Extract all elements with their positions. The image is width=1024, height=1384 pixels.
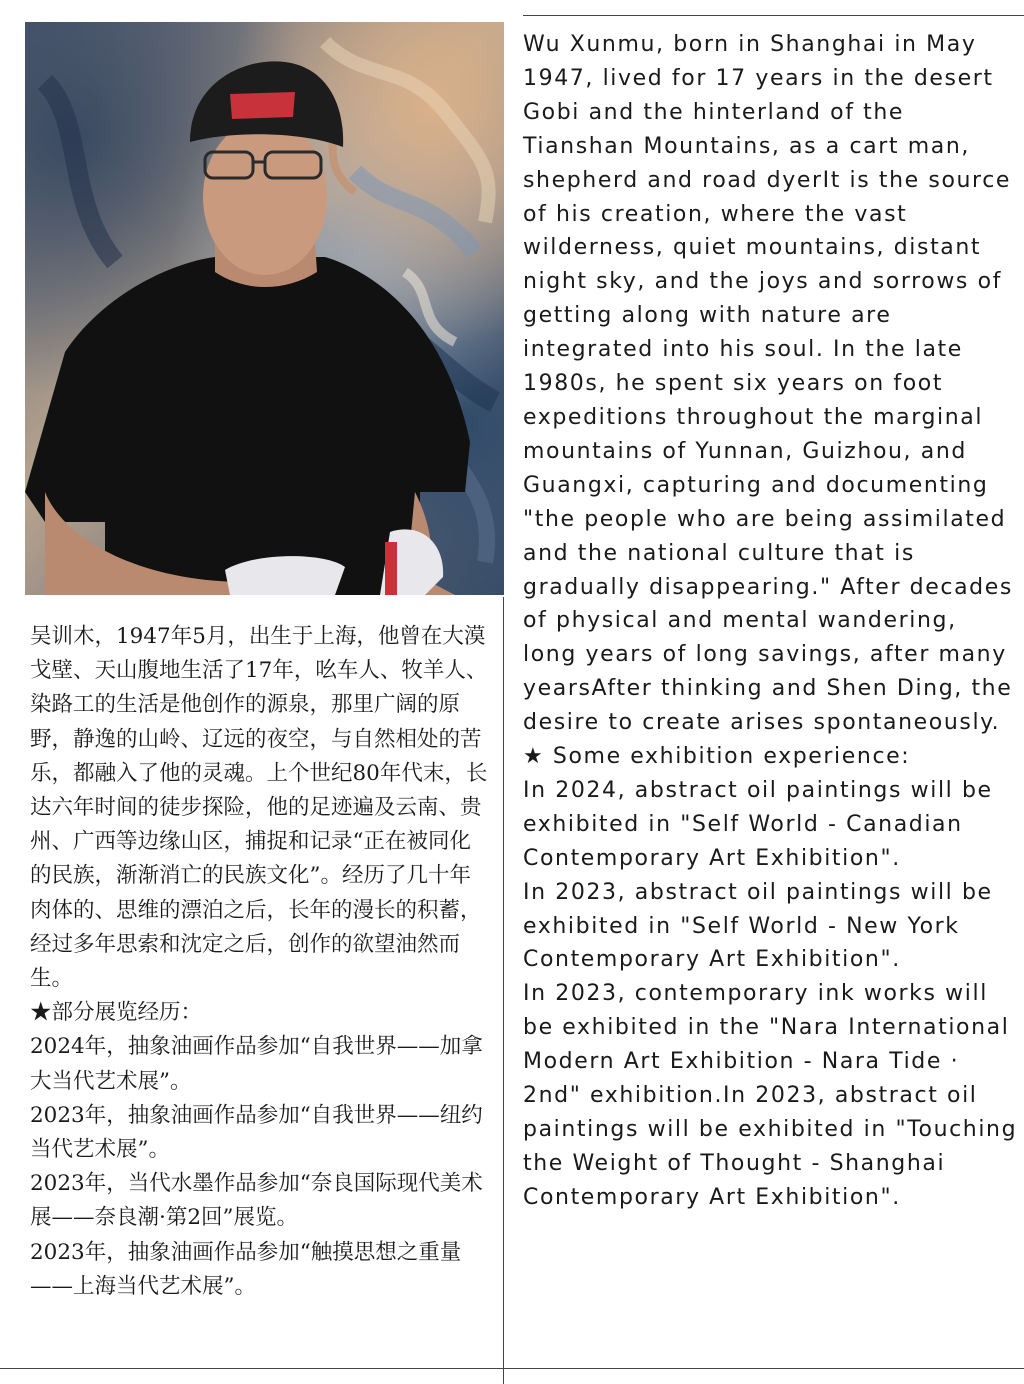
cn-exhibition-item: 2023年，抽象油画作品参加“自我世界——纽约当代艺术展”。: [30, 1102, 483, 1163]
bottom-rule: [0, 1368, 1024, 1369]
en-exhibition-item: In 2024, abstract oil paintings will be exhibited in "Self World - Canadian Contemporary Art Exhibition".: [523, 777, 993, 871]
en-exhibition-item: In 2023, contemporary ink works will be exhibited in the "Nara International Modern Art Exhibition - Nara Tide · 2nd" exhibition.In 2023, abstract oil paintings will be exhibited in "Touching the Weight of Thought - Shanghai Contemporary Art Exhibition".: [523, 981, 1018, 1210]
top-rule: [523, 15, 1024, 16]
artist-portrait-illustration: [25, 22, 504, 595]
en-bio-paragraph: Wu Xunmu, born in Shanghai in May 1947, lived for 17 years in the desert Gobi and the hinterland of the Tianshan Mountains, as a cart man, shepherd and road dyerIt is the source of his creation, where the vast wilderness, quiet mountains, distant night sky, and the joys and sorrows of getting along with nature are integrated into his soul. In the late 1980s, he spent six years on foot expeditions throughout the marginal mountains of Yunnan, Guizhou, and Guangxi, capturing and documenting "the people who are being assimilated and the national culture that is gradually disappearing." After decades of physical and mental wandering, long years of long savings, after many yearsAfter thinking and Shen Ding, the desire to create arises spontaneously.: [523, 32, 1013, 736]
en-exhibitions-heading: ★ Some exhibition experience:: [523, 744, 911, 770]
cn-exhibition-item: 2024年，抽象油画作品参加“自我世界——加拿大当代艺术展”。: [30, 1034, 483, 1094]
cn-bio-paragraph: 吴训木，1947年5月，出生于上海，他曾在大漠戈壁、天山腹地生活了17年，吆车人、牧羊人、染路工的生活是他创作的源泉，那里广阔的原野，静逸的山岭、辽远的夜空，与自然相处的苦乐，都融入了他的灵魂。上个世纪80年代末，长达六年时间的徒步探险，他的足迹遍及云南、贵州、广西等边缘山区，捕捉和记录“正在被同化的民族，渐渐消亡的民族文化”。经历了几十年肉体的、思维的漂泊之后，长年的漫长的积蓄，经过多年思索和沈定之后，创作的欲望油然而生。: [30, 624, 488, 992]
english-biography: [523, 28, 1018, 1215]
artist-photo: [25, 22, 504, 595]
column-divider: [503, 597, 504, 1384]
cn-exhibition-item: 2023年，抽象油画作品参加“触摸思想之重量——上海当代艺术展”。: [30, 1239, 462, 1299]
cn-exhibition-item: 2023年，当代水墨作品参加“奈良国际现代美术展——奈良潮·第2回”展览。: [30, 1171, 483, 1231]
chinese-biography: [30, 620, 490, 1304]
cap-band: [230, 92, 295, 119]
en-exhibition-item: In 2023, abstract oil paintings will be exhibited in "Self World - New York Contemporary Art Exhibition".: [523, 879, 993, 973]
cn-exhibitions-heading: ★部分展览经历：: [30, 1000, 203, 1026]
